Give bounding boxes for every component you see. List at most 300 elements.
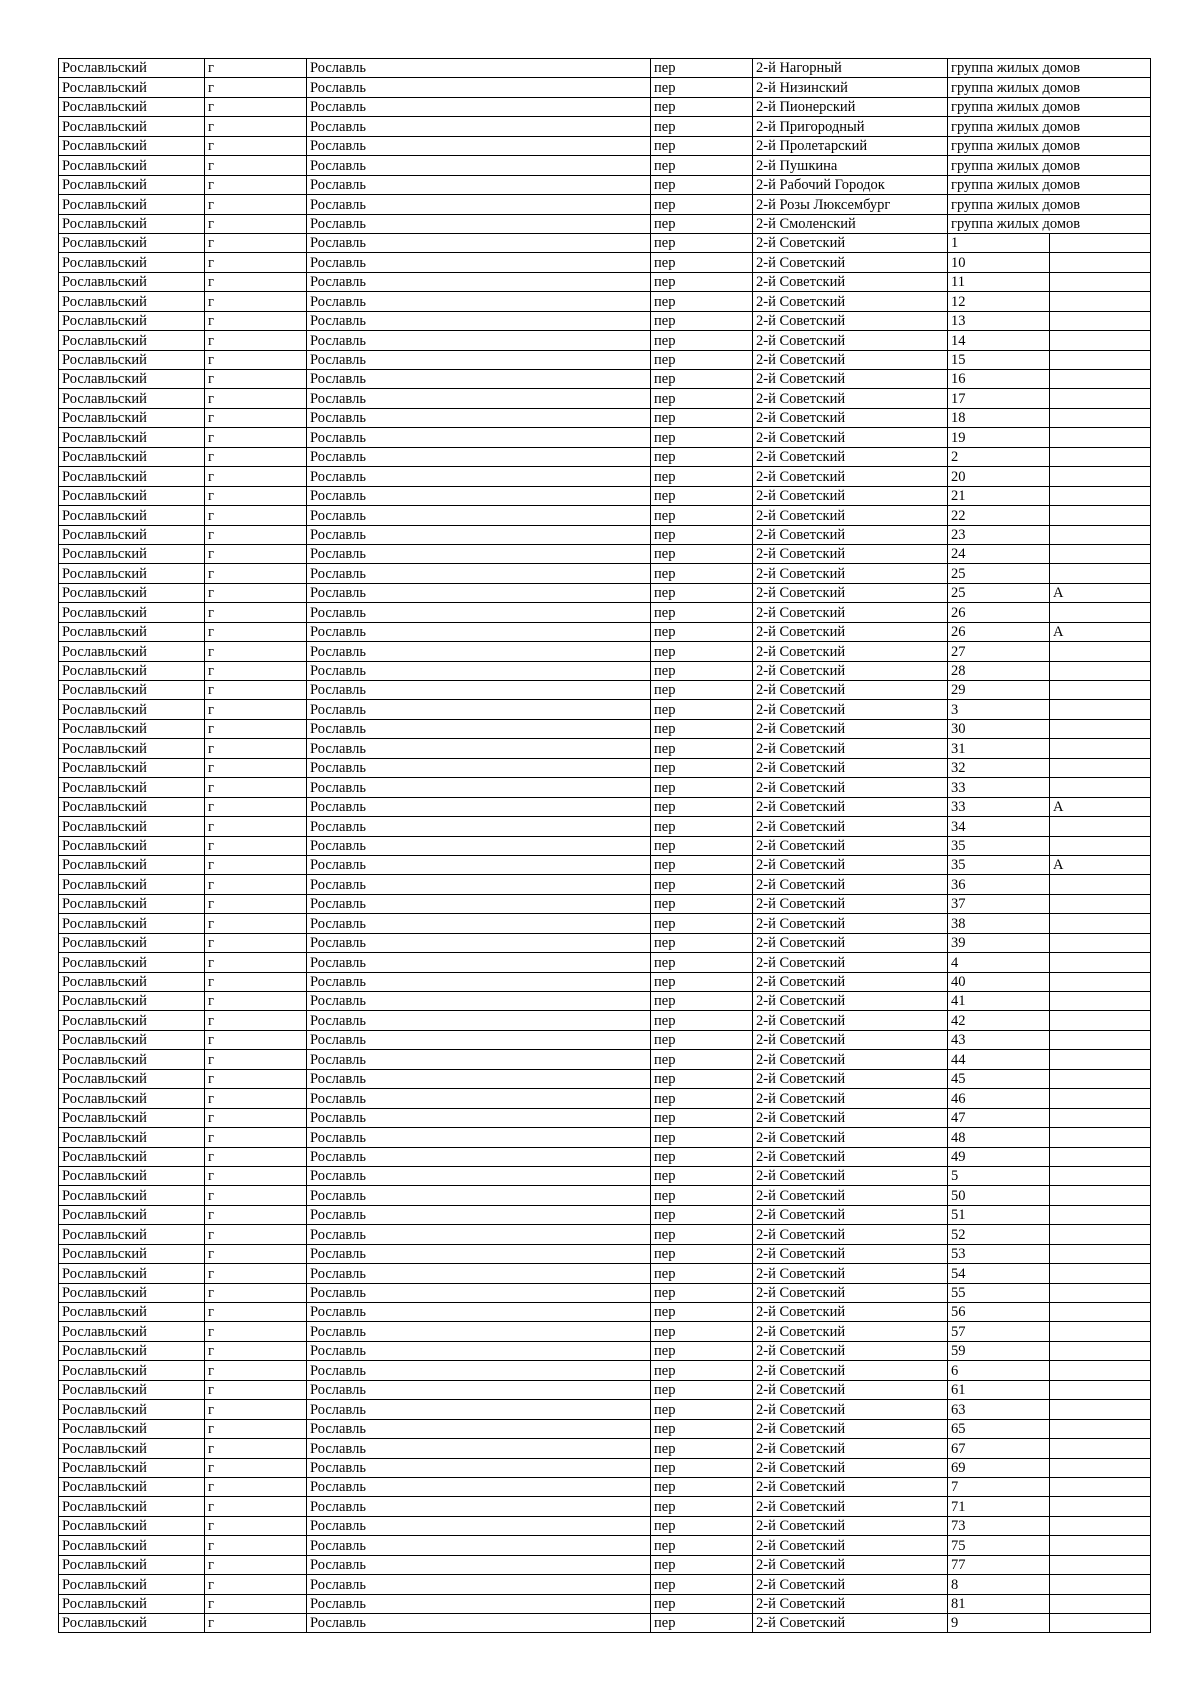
district-cell: Рославльский <box>59 1419 205 1438</box>
building-letter-cell <box>1050 1147 1151 1166</box>
district-cell: Рославльский <box>59 875 205 894</box>
district-cell: Рославльский <box>59 389 205 408</box>
district-cell: Рославльский <box>59 1322 205 1341</box>
house-number-cell: 45 <box>948 1069 1050 1088</box>
settlement-type-cell: г <box>205 1186 307 1205</box>
table-row <box>59 428 1151 447</box>
settlement-type-cell: г <box>205 778 307 797</box>
building-letter-cell: А <box>1050 797 1151 816</box>
settlement-type-cell: г <box>205 836 307 855</box>
building-letter-cell <box>1050 1575 1151 1594</box>
building-letter-cell <box>1050 1244 1151 1263</box>
building-letter-cell <box>1050 1283 1151 1302</box>
street-type-cell: пер <box>651 1497 753 1516</box>
street-type-cell: пер <box>651 1089 753 1108</box>
settlement-type-cell: г <box>205 797 307 816</box>
street-type-cell: пер <box>651 447 753 466</box>
district-cell: Рославльский <box>59 778 205 797</box>
street-type-cell: пер <box>651 292 753 311</box>
house-number-cell: 35 <box>948 836 1050 855</box>
street-type-cell: пер <box>651 1205 753 1224</box>
street-name-cell: 2-й Советский <box>753 544 948 563</box>
house-number-cell: 54 <box>948 1264 1050 1283</box>
building-letter-cell <box>1050 681 1151 700</box>
street-name-cell: 2-й Пушкина <box>753 156 948 175</box>
district-cell: Рославльский <box>59 992 205 1011</box>
district-cell: Рославльский <box>59 467 205 486</box>
building-letter-cell <box>1050 1030 1151 1049</box>
district-cell: Рославльский <box>59 447 205 466</box>
district-cell: Рославльский <box>59 331 205 350</box>
street-type-cell: пер <box>651 1536 753 1555</box>
house-number-cell: 63 <box>948 1400 1050 1419</box>
street-type-cell: пер <box>651 350 753 369</box>
street-type-cell: пер <box>651 1322 753 1341</box>
table-row <box>59 1400 1151 1419</box>
settlement-name-cell: Рославль <box>307 797 651 816</box>
district-cell: Рославльский <box>59 1614 205 1633</box>
settlement-name-cell: Рославль <box>307 817 651 836</box>
table-row <box>59 1322 1151 1341</box>
settlement-type-cell: г <box>205 642 307 661</box>
street-name-cell: 2-й Советский <box>753 486 948 505</box>
table-row <box>59 1264 1151 1283</box>
table-row <box>59 1594 1151 1613</box>
street-type-cell: пер <box>651 1069 753 1088</box>
street-name-cell: 2-й Нагорный <box>753 59 948 78</box>
building-letter-cell <box>1050 700 1151 719</box>
district-cell: Рославльский <box>59 214 205 233</box>
house-number-cell: 7 <box>948 1477 1050 1496</box>
street-name-cell: 2-й Советский <box>753 564 948 583</box>
settlement-name-cell: Рославль <box>307 1341 651 1360</box>
table-row <box>59 1186 1151 1205</box>
house-number-cell: 5 <box>948 1166 1050 1185</box>
street-type-cell: пер <box>651 1186 753 1205</box>
settlement-type-cell: г <box>205 1283 307 1302</box>
street-type-cell: пер <box>651 428 753 447</box>
building-letter-cell <box>1050 544 1151 563</box>
table-row <box>59 1458 1151 1477</box>
street-type-cell: пер <box>651 1361 753 1380</box>
street-name-cell: 2-й Советский <box>753 447 948 466</box>
settlement-type-cell: г <box>205 1322 307 1341</box>
house-number-cell: 46 <box>948 1089 1050 1108</box>
district-cell: Рославльский <box>59 1069 205 1088</box>
house-number-cell: 43 <box>948 1030 1050 1049</box>
building-letter-cell <box>1050 972 1151 991</box>
table-row <box>59 564 1151 583</box>
table-row <box>59 972 1151 991</box>
table-row <box>59 506 1151 525</box>
street-type-cell: пер <box>651 1439 753 1458</box>
street-name-cell: 2-й Советский <box>753 992 948 1011</box>
street-name-cell: 2-й Советский <box>753 1011 948 1030</box>
house-number-cell: 51 <box>948 1205 1050 1224</box>
table-row <box>59 603 1151 622</box>
building-letter-cell <box>1050 1361 1151 1380</box>
house-number-cell: группа жилых домов <box>948 175 1151 194</box>
district-cell: Рославльский <box>59 1205 205 1224</box>
house-number-cell: группа жилых домов <box>948 59 1151 78</box>
table-row <box>59 622 1151 641</box>
settlement-type-cell: г <box>205 1205 307 1224</box>
settlement-name-cell: Рославль <box>307 953 651 972</box>
district-cell: Рославльский <box>59 1089 205 1108</box>
settlement-name-cell: Рославль <box>307 195 651 214</box>
building-letter-cell <box>1050 1069 1151 1088</box>
table-row <box>59 311 1151 330</box>
table-row <box>59 758 1151 777</box>
street-type-cell: пер <box>651 1419 753 1438</box>
district-cell: Рославльский <box>59 622 205 641</box>
street-type-cell: пер <box>651 1244 753 1263</box>
district-cell: Рославльский <box>59 272 205 291</box>
street-type-cell: пер <box>651 1225 753 1244</box>
house-number-cell: 34 <box>948 817 1050 836</box>
building-letter-cell <box>1050 1205 1151 1224</box>
house-number-cell: 81 <box>948 1594 1050 1613</box>
building-letter-cell <box>1050 350 1151 369</box>
street-name-cell: 2-й Советский <box>753 1128 948 1147</box>
table-row <box>59 117 1151 136</box>
house-number-cell: группа жилых домов <box>948 78 1151 97</box>
street-type-cell: пер <box>651 564 753 583</box>
settlement-type-cell: г <box>205 894 307 913</box>
settlement-type-cell: г <box>205 1516 307 1535</box>
street-name-cell: 2-й Советский <box>753 700 948 719</box>
building-letter-cell <box>1050 953 1151 972</box>
table-row <box>59 1555 1151 1574</box>
building-letter-cell <box>1050 428 1151 447</box>
settlement-type-cell: г <box>205 661 307 680</box>
settlement-type-cell: г <box>205 78 307 97</box>
settlement-name-cell: Рославль <box>307 486 651 505</box>
settlement-name-cell: Рославль <box>307 447 651 466</box>
district-cell: Рославльский <box>59 953 205 972</box>
street-type-cell: пер <box>651 797 753 816</box>
building-letter-cell <box>1050 253 1151 272</box>
table-row <box>59 875 1151 894</box>
district-cell: Рославльский <box>59 1303 205 1322</box>
address-table-body <box>59 59 1151 1633</box>
table-row <box>59 1439 1151 1458</box>
settlement-name-cell: Рославль <box>307 564 651 583</box>
house-number-cell: 32 <box>948 758 1050 777</box>
table-row <box>59 331 1151 350</box>
settlement-type-cell: г <box>205 506 307 525</box>
district-cell: Рославльский <box>59 1030 205 1049</box>
house-number-cell: 17 <box>948 389 1050 408</box>
settlement-name-cell: Рославль <box>307 836 651 855</box>
house-number-cell: 40 <box>948 972 1050 991</box>
table-row <box>59 700 1151 719</box>
settlement-name-cell: Рославль <box>307 1069 651 1088</box>
house-number-cell: 42 <box>948 1011 1050 1030</box>
house-number-cell: 9 <box>948 1614 1050 1633</box>
settlement-name-cell: Рославль <box>307 700 651 719</box>
house-number-cell: 25 <box>948 564 1050 583</box>
settlement-name-cell: Рославль <box>307 1264 651 1283</box>
street-type-cell: пер <box>651 700 753 719</box>
settlement-type-cell: г <box>205 1555 307 1574</box>
district-cell: Рославльский <box>59 1050 205 1069</box>
settlement-type-cell: г <box>205 1050 307 1069</box>
street-name-cell: 2-й Советский <box>753 1322 948 1341</box>
street-name-cell: 2-й Розы Люксембург <box>753 195 948 214</box>
street-name-cell: 2-й Советский <box>753 389 948 408</box>
building-letter-cell <box>1050 758 1151 777</box>
settlement-type-cell: г <box>205 272 307 291</box>
building-letter-cell <box>1050 370 1151 389</box>
settlement-type-cell: г <box>205 1341 307 1360</box>
house-number-cell: 71 <box>948 1497 1050 1516</box>
building-letter-cell <box>1050 1011 1151 1030</box>
street-name-cell: 2-й Советский <box>753 292 948 311</box>
settlement-type-cell: г <box>205 350 307 369</box>
district-cell: Рославльский <box>59 506 205 525</box>
street-type-cell: пер <box>651 1166 753 1185</box>
house-number-cell: 67 <box>948 1439 1050 1458</box>
table-row <box>59 1147 1151 1166</box>
settlement-name-cell: Рославль <box>307 214 651 233</box>
street-type-cell: пер <box>651 933 753 952</box>
district-cell: Рославльский <box>59 894 205 913</box>
house-number-cell: 77 <box>948 1555 1050 1574</box>
house-number-cell: 73 <box>948 1516 1050 1535</box>
house-number-cell: 28 <box>948 661 1050 680</box>
building-letter-cell <box>1050 992 1151 1011</box>
settlement-name-cell: Рославль <box>307 1555 651 1574</box>
settlement-name-cell: Рославль <box>307 428 651 447</box>
house-number-cell: 30 <box>948 719 1050 738</box>
settlement-name-cell: Рославль <box>307 1089 651 1108</box>
settlement-type-cell: г <box>205 59 307 78</box>
street-type-cell: пер <box>651 272 753 291</box>
street-type-cell: пер <box>651 1128 753 1147</box>
street-name-cell: 2-й Советский <box>753 1458 948 1477</box>
street-name-cell: 2-й Советский <box>753 233 948 252</box>
settlement-name-cell: Рославль <box>307 1419 651 1438</box>
street-name-cell: 2-й Советский <box>753 661 948 680</box>
street-name-cell: 2-й Советский <box>753 972 948 991</box>
settlement-name-cell: Рославль <box>307 1322 651 1341</box>
street-name-cell: 2-й Советский <box>753 1361 948 1380</box>
settlement-type-cell: г <box>205 564 307 583</box>
building-letter-cell <box>1050 1555 1151 1574</box>
table-row <box>59 1069 1151 1088</box>
settlement-name-cell: Рославль <box>307 622 651 641</box>
street-type-cell: пер <box>651 992 753 1011</box>
table-row <box>59 1205 1151 1224</box>
table-row <box>59 195 1151 214</box>
district-cell: Рославльский <box>59 1225 205 1244</box>
table-row <box>59 836 1151 855</box>
settlement-type-cell: г <box>205 583 307 602</box>
building-letter-cell <box>1050 467 1151 486</box>
district-cell: Рославльский <box>59 1536 205 1555</box>
district-cell: Рославльский <box>59 1497 205 1516</box>
settlement-name-cell: Рославль <box>307 875 651 894</box>
settlement-name-cell: Рославль <box>307 739 651 758</box>
house-number-cell: 31 <box>948 739 1050 758</box>
table-row <box>59 408 1151 427</box>
settlement-name-cell: Рославль <box>307 1439 651 1458</box>
street-name-cell: 2-й Советский <box>753 797 948 816</box>
street-name-cell: 2-й Советский <box>753 953 948 972</box>
street-type-cell: пер <box>651 311 753 330</box>
settlement-name-cell: Рославль <box>307 914 651 933</box>
district-cell: Рославльский <box>59 583 205 602</box>
district-cell: Рославльский <box>59 1458 205 1477</box>
table-row <box>59 544 1151 563</box>
building-letter-cell <box>1050 233 1151 252</box>
house-number-cell: 29 <box>948 681 1050 700</box>
building-letter-cell: А <box>1050 622 1151 641</box>
street-type-cell: пер <box>651 525 753 544</box>
street-name-cell: 2-й Советский <box>753 622 948 641</box>
district-cell: Рославльский <box>59 78 205 97</box>
settlement-name-cell: Рославль <box>307 78 651 97</box>
district-cell: Рославльский <box>59 408 205 427</box>
building-letter-cell <box>1050 1594 1151 1613</box>
street-type-cell: пер <box>651 253 753 272</box>
settlement-name-cell: Рославль <box>307 681 651 700</box>
table-row <box>59 778 1151 797</box>
street-type-cell: пер <box>651 97 753 116</box>
street-name-cell: 2-й Советский <box>753 370 948 389</box>
street-type-cell: пер <box>651 778 753 797</box>
settlement-name-cell: Рославль <box>307 1225 651 1244</box>
street-type-cell: пер <box>651 719 753 738</box>
street-type-cell: пер <box>651 331 753 350</box>
street-type-cell: пер <box>651 1264 753 1283</box>
settlement-type-cell: г <box>205 408 307 427</box>
settlement-name-cell: Рославль <box>307 1303 651 1322</box>
street-type-cell: пер <box>651 642 753 661</box>
street-type-cell: пер <box>651 506 753 525</box>
table-row <box>59 292 1151 311</box>
house-number-cell: 12 <box>948 292 1050 311</box>
house-number-cell: 41 <box>948 992 1050 1011</box>
street-name-cell: 2-й Рабочий Городок <box>753 175 948 194</box>
street-name-cell: 2-й Советский <box>753 583 948 602</box>
street-type-cell: пер <box>651 78 753 97</box>
table-row <box>59 933 1151 952</box>
table-row <box>59 1361 1151 1380</box>
street-name-cell: 2-й Советский <box>753 311 948 330</box>
building-letter-cell <box>1050 1050 1151 1069</box>
street-name-cell: 2-й Советский <box>753 875 948 894</box>
settlement-type-cell: г <box>205 370 307 389</box>
table-row <box>59 1283 1151 1302</box>
settlement-type-cell: г <box>205 195 307 214</box>
settlement-type-cell: г <box>205 117 307 136</box>
street-type-cell: пер <box>651 467 753 486</box>
table-row <box>59 719 1151 738</box>
district-cell: Рославльский <box>59 739 205 758</box>
district-cell: Рославльский <box>59 855 205 874</box>
house-number-cell: 59 <box>948 1341 1050 1360</box>
table-row <box>59 233 1151 252</box>
street-type-cell: пер <box>651 408 753 427</box>
table-row <box>59 486 1151 505</box>
settlement-type-cell: г <box>205 1011 307 1030</box>
table-row <box>59 1614 1151 1633</box>
building-letter-cell <box>1050 1477 1151 1496</box>
table-row <box>59 156 1151 175</box>
building-letter-cell <box>1050 389 1151 408</box>
settlement-name-cell: Рославль <box>307 59 651 78</box>
settlement-name-cell: Рославль <box>307 1614 651 1633</box>
settlement-name-cell: Рославль <box>307 933 651 952</box>
street-name-cell: 2-й Советский <box>753 1555 948 1574</box>
district-cell: Рославльский <box>59 933 205 952</box>
street-name-cell: 2-й Советский <box>753 428 948 447</box>
settlement-name-cell: Рославль <box>307 1380 651 1399</box>
table-row <box>59 1497 1151 1516</box>
building-letter-cell <box>1050 331 1151 350</box>
table-row <box>59 1516 1151 1535</box>
district-cell: Рославльский <box>59 758 205 777</box>
settlement-type-cell: г <box>205 700 307 719</box>
settlement-type-cell: г <box>205 1575 307 1594</box>
house-number-cell: 2 <box>948 447 1050 466</box>
district-cell: Рославльский <box>59 914 205 933</box>
settlement-name-cell: Рославль <box>307 758 651 777</box>
table-row <box>59 136 1151 155</box>
building-letter-cell: А <box>1050 855 1151 874</box>
district-cell: Рославльский <box>59 1516 205 1535</box>
building-letter-cell <box>1050 1166 1151 1185</box>
street-name-cell: 2-й Советский <box>753 1575 948 1594</box>
street-type-cell: пер <box>651 1303 753 1322</box>
settlement-name-cell: Рославль <box>307 544 651 563</box>
street-type-cell: пер <box>651 681 753 700</box>
street-name-cell: 2-й Советский <box>753 836 948 855</box>
settlement-type-cell: г <box>205 1458 307 1477</box>
street-name-cell: 2-й Советский <box>753 525 948 544</box>
settlement-name-cell: Рославль <box>307 1516 651 1535</box>
street-type-cell: пер <box>651 1050 753 1069</box>
settlement-type-cell: г <box>205 1594 307 1613</box>
settlement-name-cell: Рославль <box>307 642 651 661</box>
house-number-cell: 4 <box>948 953 1050 972</box>
settlement-type-cell: г <box>205 1108 307 1127</box>
settlement-name-cell: Рославль <box>307 253 651 272</box>
district-cell: Рославльский <box>59 1575 205 1594</box>
street-name-cell: 2-й Советский <box>753 1516 948 1535</box>
house-number-cell: 21 <box>948 486 1050 505</box>
house-number-cell: 75 <box>948 1536 1050 1555</box>
house-number-cell: группа жилых домов <box>948 195 1151 214</box>
street-name-cell: 2-й Советский <box>753 1205 948 1224</box>
building-letter-cell <box>1050 642 1151 661</box>
building-letter-cell <box>1050 933 1151 952</box>
street-type-cell: пер <box>651 156 753 175</box>
district-cell: Рославльский <box>59 544 205 563</box>
street-type-cell: пер <box>651 1011 753 1030</box>
district-cell: Рославльский <box>59 195 205 214</box>
settlement-name-cell: Рославль <box>307 1400 651 1419</box>
table-row <box>59 1244 1151 1263</box>
street-name-cell: 2-й Советский <box>753 1400 948 1419</box>
building-letter-cell <box>1050 1322 1151 1341</box>
district-cell: Рославльский <box>59 311 205 330</box>
street-type-cell: пер <box>651 1030 753 1049</box>
house-number-cell: 15 <box>948 350 1050 369</box>
settlement-type-cell: г <box>205 622 307 641</box>
